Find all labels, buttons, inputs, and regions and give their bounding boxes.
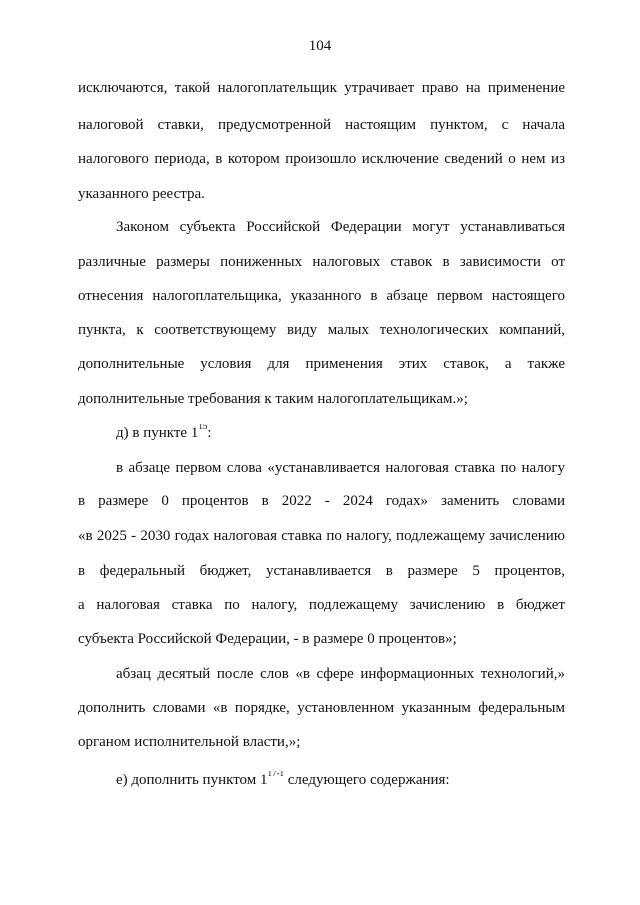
item-d-suffix: : [207, 425, 212, 441]
text-line: различные размеры пониженных налоговых ставок в зависимости от [78, 254, 565, 270]
text-line: органом исполнительной власти,»; [78, 734, 301, 750]
text-line: пункта, к соответствующему виду малых технологических компаний, [78, 322, 565, 338]
item-e-superscript: 17-1 [267, 771, 285, 778]
text-line: абзац десятый после слов «в сфере информационных технологий,» [116, 666, 565, 682]
text-line: а налоговая ставка по налогу, подлежащему зачислению в бюджет [78, 597, 565, 613]
text-line: в размере 0 процентов в 2022 - 2024 годах» заменить словами [78, 493, 565, 509]
list-item-e [116, 771, 565, 789]
text-line: дополнить словами «в порядке, установленном указанным федеральным [78, 700, 565, 716]
text-line: Законом субъекта Российской Федерации могут устанавливаться [116, 219, 565, 235]
item-e-text: е) дополнить пунктом 1 [116, 772, 268, 788]
text-line: «в 2025 - 2030 годах налоговая ставка по налогу, подлежащему зачислению [78, 528, 565, 544]
list-item-d [116, 424, 565, 442]
text-line: исключаются, такой налогоплательщик утрачивает право на применение [78, 80, 565, 96]
item-d-text: д) в пункте 1 [116, 425, 199, 441]
page-number: 104 [308, 38, 332, 54]
text-line: субъекта Российской Федерации, - в размере 0 процентов»; [78, 631, 457, 647]
item-e-suffix: следующего содержания: [284, 772, 450, 788]
text-line: в абзаце первом слова «устанавливается налоговая ставка по налогу [116, 460, 565, 476]
text-line: отнесения налогоплательщика, указанного в абзаце первом настоящего [78, 288, 565, 304]
text-line: налоговой ставки, предусмотренной настоящим пунктом, с начала [78, 117, 565, 133]
text-line: налогового периода, в котором произошло исключение сведений о нем из [78, 151, 565, 167]
item-d-superscript: 15 [198, 424, 208, 431]
text-line: указанного реестра. [78, 186, 205, 202]
text-line: дополнительные условия для применения этих ставок, а также [78, 356, 565, 372]
text-line: дополнительные требования к таким налогоплательщикам.»; [78, 391, 468, 407]
text-line: в федеральный бюджет, устанавливается в размере 5 процентов, [78, 563, 565, 579]
